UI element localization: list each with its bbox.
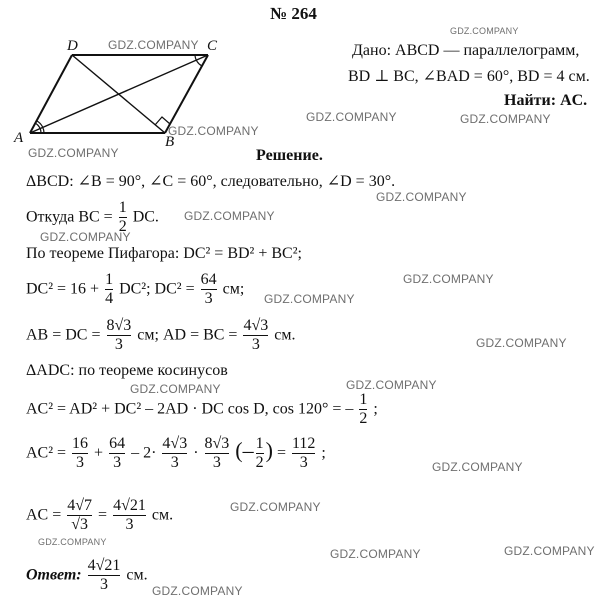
watermark: GDZ.COMPANY (330, 547, 421, 561)
l8-paren-close: ) (265, 437, 273, 463)
l8-frac-c (162, 436, 187, 472)
l5-num: 8√3 (106, 317, 132, 334)
l8-minus: – 2· (131, 444, 157, 462)
solution-line-7 (26, 392, 378, 428)
solution-line-1: ΔBCD: ∠B = 90°, ∠C = 60°, следовательно, ∠D = 30°. (26, 173, 396, 190)
l8-frac-e (256, 436, 264, 472)
given-line-2: BD ⊥ BC, ∠BAD = 60°, BD = 4 см. (348, 68, 590, 85)
watermark: GDZ.COMPANY (306, 110, 397, 124)
vertex-c-label: C (207, 38, 218, 54)
watermark: GDZ.COMPANY (504, 544, 595, 558)
watermark: GDZ.COMPANY (346, 378, 437, 392)
watermark: GDZ.COMPANY (28, 146, 119, 160)
l8-a-num: 16 (72, 435, 89, 452)
watermark: GDZ.COMPANY (152, 584, 243, 598)
problem-number: № 264 (270, 4, 317, 23)
watermark: GDZ.COMPANY (108, 38, 199, 52)
l5-num2: 4√3 (243, 317, 269, 334)
l4-post: см; (222, 280, 245, 298)
angle-a-arc2 (35, 123, 41, 133)
watermark: GDZ.COMPANY (460, 112, 551, 126)
l9-frac-1 (67, 498, 92, 534)
answer-line (26, 558, 148, 594)
answer-label: Ответ: (26, 566, 82, 584)
l9-num2: 4√21 (113, 497, 146, 514)
l9-den2: 3 (113, 515, 146, 534)
l5-den2: 3 (243, 335, 268, 354)
l7-den: 2 (359, 409, 368, 427)
solution-line-3: По теореме Пифагора: DC² = BD² + BC²; (26, 245, 302, 262)
l2-post: DC. (132, 208, 159, 226)
solution-line-8 (26, 436, 326, 472)
l2-pre: Откуда BC = (26, 208, 113, 226)
solution-line-5 (26, 318, 295, 354)
answer-post: см. (126, 566, 148, 584)
l5-mid: см; AD = BC = (137, 326, 238, 344)
l8-semicolon: ; (321, 444, 326, 462)
l2-num: 1 (118, 199, 127, 216)
solution-line-9 (26, 498, 173, 534)
watermark: GDZ.COMPANY (38, 537, 107, 547)
answer-den: 3 (88, 575, 121, 594)
l4-frac-2 (201, 272, 217, 308)
l8-a-den: 3 (72, 453, 88, 472)
l8-b-den: 3 (109, 453, 125, 472)
l9-den: √3 (67, 515, 92, 534)
l8-dot: · (193, 444, 199, 462)
watermark: GDZ.COMPANY (130, 382, 221, 396)
l8-frac-b (109, 436, 125, 472)
solution-line-4 (26, 272, 244, 308)
l4-den: 4 (105, 289, 114, 307)
vertex-b-label: B (165, 134, 175, 150)
l7-num: 1 (359, 391, 368, 408)
l8-e-den: 2 (255, 453, 264, 471)
l8-f-den: 3 (292, 453, 315, 472)
given-line-3: Найти: AC. (504, 92, 588, 109)
l8-frac-a (72, 436, 88, 472)
l7-post: ; (373, 400, 378, 418)
l8-plus: + (94, 444, 104, 462)
watermark: GDZ.COMPANY (168, 124, 259, 138)
l5-pre: AB = DC = (26, 326, 101, 344)
side-cb (165, 55, 208, 133)
l8-c-num: 4√3 (162, 435, 188, 452)
l8-e-num: 1 (255, 435, 264, 452)
answer-num: 4√21 (87, 557, 121, 574)
l8-f-num: 112 (291, 435, 316, 452)
l8-d-num: 8√3 (204, 435, 230, 452)
watermark: GDZ.COMPANY (376, 190, 467, 204)
watermark: GDZ.COMPANY (476, 336, 567, 350)
l7-pre: AC² = AD² + DC² – 2AD · DC cos D, cos 120° = – (26, 400, 354, 418)
l5-frac-2 (243, 318, 268, 354)
l5-post: см. (274, 326, 296, 344)
solution-heading: Решение. (256, 147, 323, 164)
l4-frac-1 (105, 272, 113, 308)
watermark: GDZ.COMPANY (264, 292, 355, 306)
watermark: GDZ.COMPANY (432, 460, 523, 474)
given-line-1: Дано: ABCD — параллелограмм, (352, 42, 580, 59)
l4-pre: DC² = 16 + (26, 280, 100, 298)
l8-eq: = (276, 444, 286, 462)
l8-pre: AC² = (26, 444, 67, 462)
l9-frac-2 (113, 498, 146, 534)
watermark: GDZ.COMPANY (403, 272, 494, 286)
l5-frac-1 (107, 318, 132, 354)
watermark: GDZ.COMPANY (40, 230, 131, 244)
l4-mid: DC²; DC² = (119, 280, 195, 298)
l9-pre: AC = (26, 506, 62, 524)
l8-frac-f (292, 436, 315, 472)
l8-c-den: 3 (162, 453, 187, 472)
l8-paren-open: (– (235, 437, 254, 463)
l8-b-num: 64 (109, 435, 126, 452)
l2-den: 2 (118, 217, 127, 235)
l4-num2: 64 (200, 271, 217, 288)
l9-num: 4√7 (67, 497, 93, 514)
l4-num: 1 (105, 271, 114, 288)
answer-frac (88, 558, 121, 594)
solution-line-6: ΔADC: по теореме косинусов (26, 362, 228, 379)
l8-frac-d (205, 436, 230, 472)
diagonal-bd (72, 55, 165, 133)
l8-d-den: 3 (205, 453, 230, 472)
l9-eq: = (98, 506, 108, 524)
vertex-d-label: D (67, 38, 78, 54)
l7-frac (359, 392, 367, 428)
side-ad (30, 55, 72, 133)
vertex-a-label: A (14, 130, 24, 146)
l9-post: см. (151, 506, 174, 524)
watermark: GDZ.COMPANY (230, 500, 321, 514)
angle-c-arc (195, 55, 202, 66)
watermark: GDZ.COMPANY (450, 26, 519, 36)
watermark: GDZ.COMPANY (184, 209, 275, 223)
l4-den2: 3 (201, 289, 217, 308)
l5-den: 3 (107, 335, 132, 354)
